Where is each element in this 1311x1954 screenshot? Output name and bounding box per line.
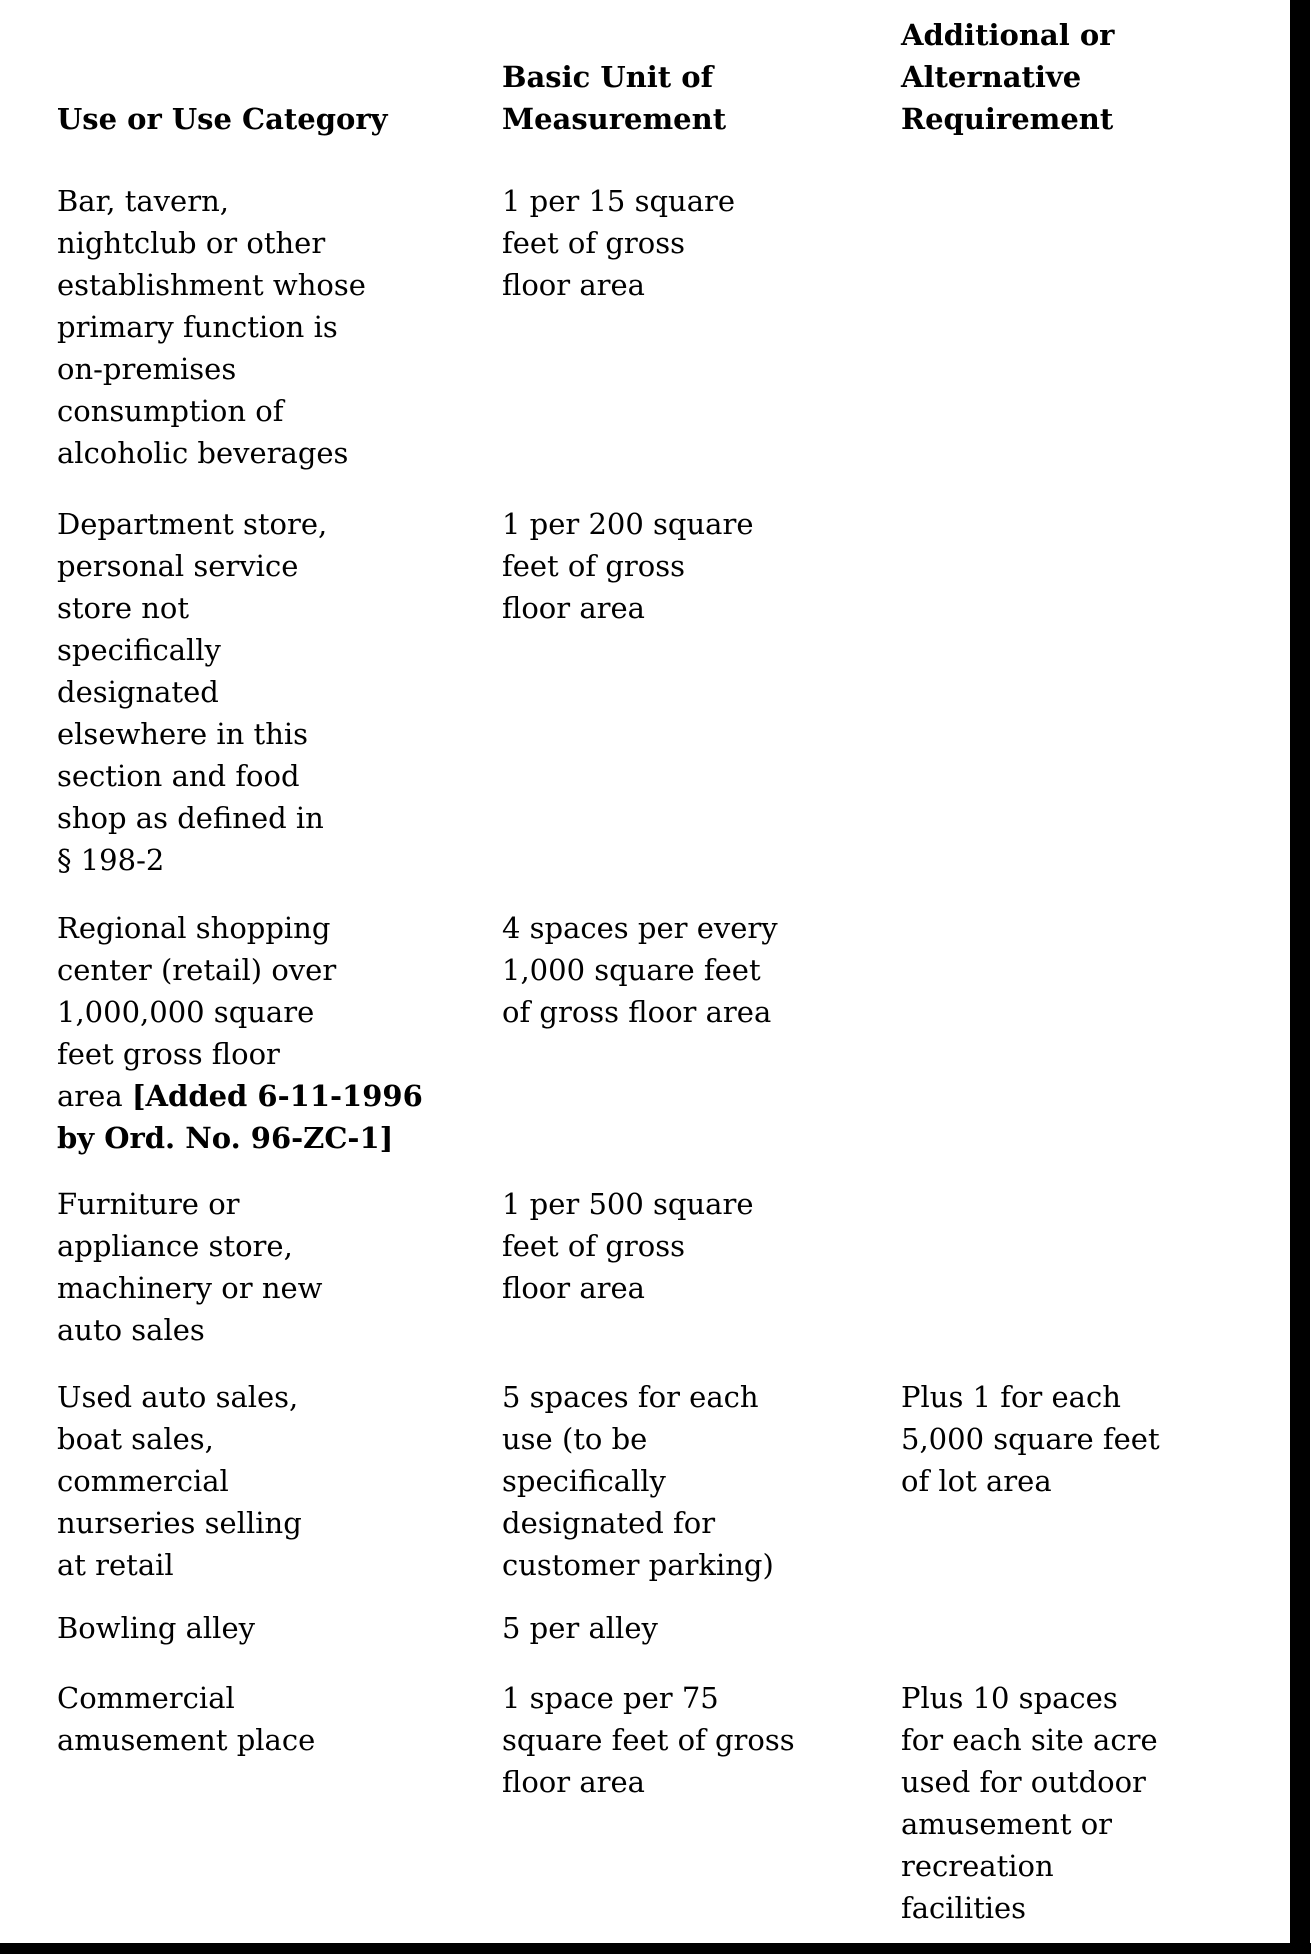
row-7-use: Commercial amusement place [57, 1681, 316, 1757]
row-5-additional: Plus 1 for each 5,000 square feet of lot area [901, 1380, 1160, 1498]
row-3-use-text: Regional shopping center (retail) over 1,000,000 square feet gross floor area [57, 911, 337, 1113]
row-3-use [57, 907, 437, 1159]
row-4-use: Furniture or appliance store, machinery or new auto sales [57, 1187, 323, 1347]
row-1-basic: 1 per 15 square feet of gross floor area [502, 184, 736, 302]
header-use-category: Use or Use Category [57, 102, 388, 136]
row-5-use: Used auto sales, boat sales, commercial nurseries selling at retail [57, 1380, 302, 1582]
row-7-basic: 1 space per 75 square feet of gross floor area [502, 1681, 795, 1799]
header-additional-requirement: Additional or Alternative Requirement [901, 18, 1115, 136]
row-3-amendment-note: [Added 6-11-1996 by Ord. No. 96-ZC-1] [57, 1079, 423, 1155]
right-border-rule [1290, 0, 1310, 1954]
row-5-basic: 5 spaces for each use (to be specifically designated for customer parking) [502, 1380, 774, 1582]
row-7-additional: Plus 10 spaces for each site acre used for outdoor amusement or recreation facilities [901, 1681, 1158, 1925]
row-4-basic: 1 per 500 square feet of gross floor area [502, 1187, 754, 1305]
row-1-use: Bar, tavern, nightclub or other establishment whose primary function is on-premises consumption of alcoholic beverages [57, 184, 366, 470]
header-basic-unit: Basic Unit of Measurement [502, 60, 727, 136]
row-6-basic: 5 per alley [502, 1611, 658, 1645]
row-2-basic: 1 per 200 square feet of gross floor area [502, 507, 754, 625]
row-2-use: Department store, personal service store not specifically designated elsewhere in this section and food shop as defined in § 198-2 [57, 507, 328, 877]
row-3-basic: 4 spaces per every 1,000 square feet of gross floor area [502, 911, 778, 1029]
row-6-use: Bowling alley [57, 1611, 255, 1645]
bottom-border-rule [0, 1943, 1311, 1954]
